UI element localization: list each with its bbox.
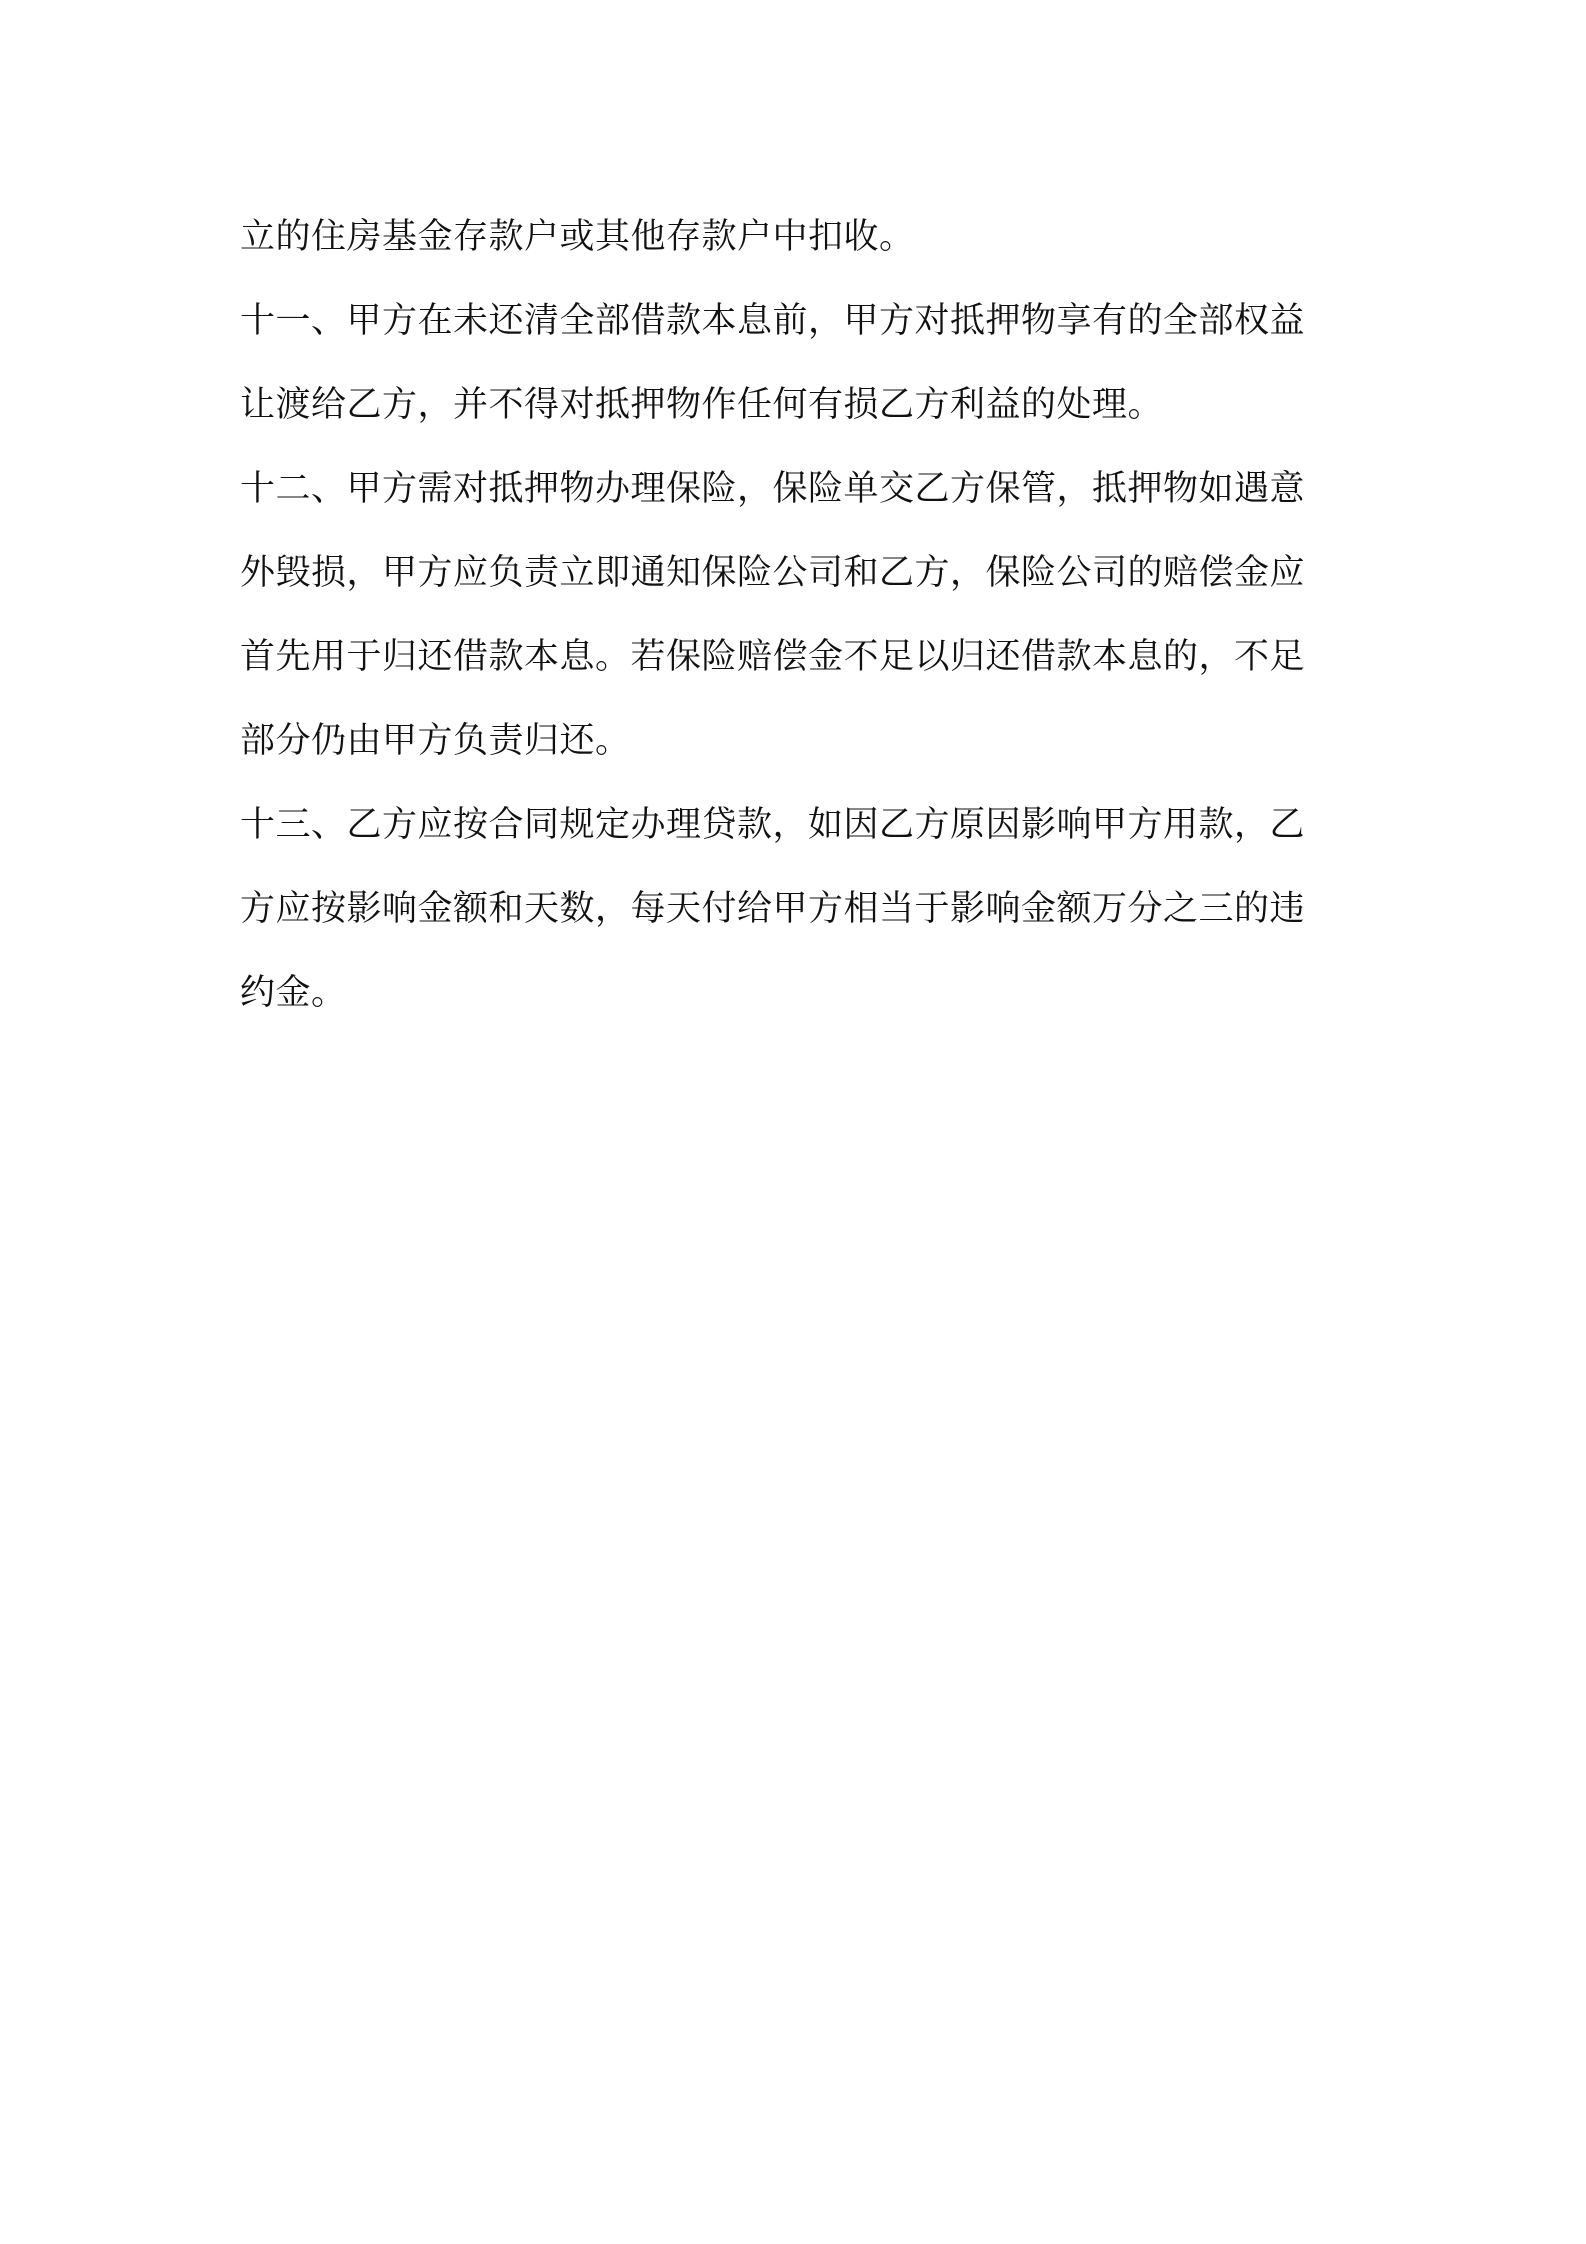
text-line: 十一、甲方在未还清全部借款本息前，甲方对抵押物享有的全部权益 — [240, 301, 1306, 341]
document-body — [240, 195, 1360, 1035]
text-line: 让渡给乙方，并不得对抵押物作任何有损乙方利益的处理。 — [240, 385, 1164, 425]
text-line: 十三、乙方应按合同规定办理贷款，如因乙方原因影响甲方用款，乙 — [240, 805, 1306, 845]
text-line: 首先用于归还借款本息。若保险赔偿金不足以归还借款本息的，不足 — [240, 637, 1306, 677]
text-line: 方应按影响金额和天数，每天付给甲方相当于影响金额万分之三的违 — [240, 889, 1306, 929]
text-line: 约金。 — [240, 973, 347, 1013]
text-line: 部分仍由甲方负责归还。 — [240, 721, 631, 761]
text-line: 十二、甲方需对抵押物办理保险，保险单交乙方保管，抵押物如遇意 — [240, 469, 1306, 509]
text-line: 立的住房基金存款户或其他存款户中扣收。 — [240, 217, 915, 257]
text-line: 外毁损，甲方应负责立即通知保险公司和乙方，保险公司的赔偿金应 — [240, 553, 1306, 593]
